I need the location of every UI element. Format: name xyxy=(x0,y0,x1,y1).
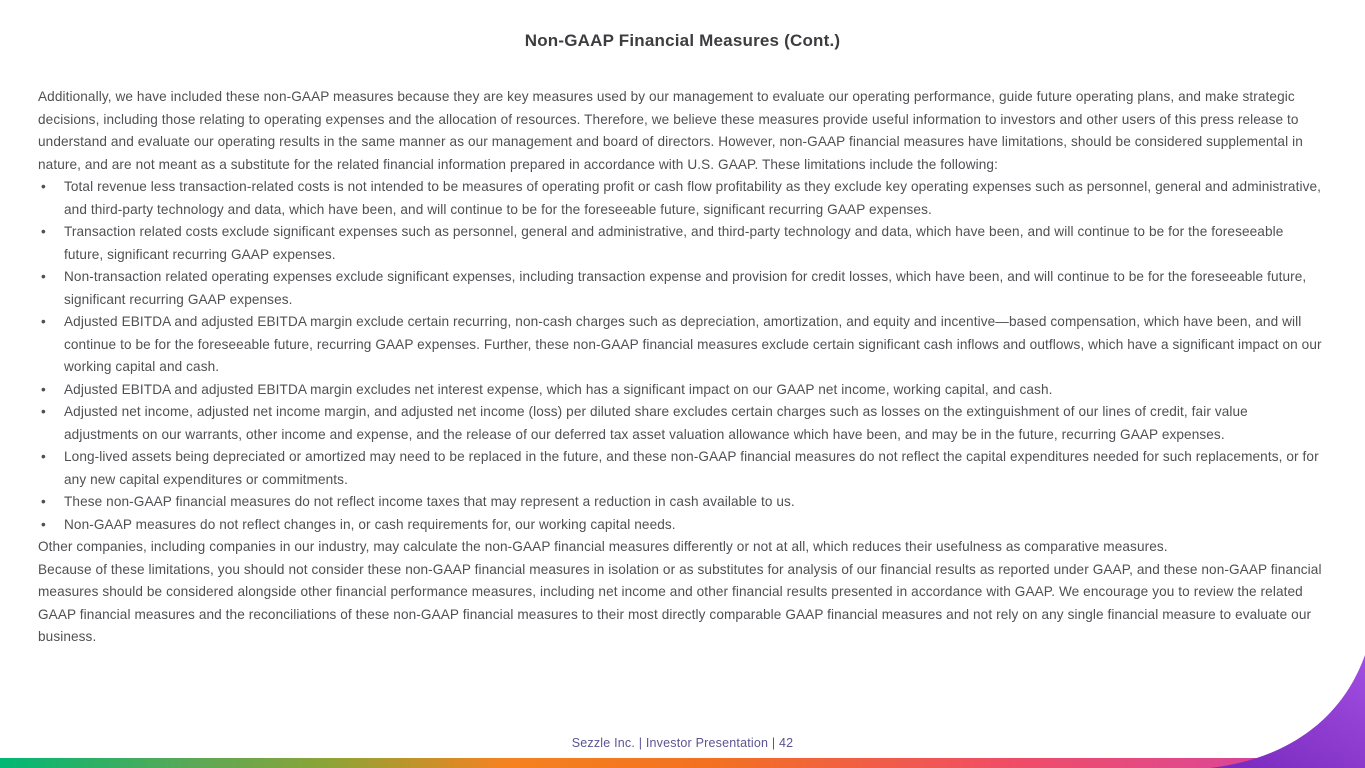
list-item: • Non-transaction related operating expenses exclude significant expenses, including transaction expense and provision for credit losses, which have been, and will continue to be for the foreseeable future, significant recurring GAAP expenses. xyxy=(38,266,1325,311)
list-item: • Adjusted EBITDA and adjusted EBITDA margin excludes net interest expense, which has a significant impact on our GAAP net income, working capital, and cash. xyxy=(38,379,1325,402)
slide-title: Non-GAAP Financial Measures (Cont.) xyxy=(524,31,841,50)
intro-paragraph: Additionally, we have included these non-GAAP measures because they are key measures used by our management to evaluate our operating performance, guide future operating plans, and make strategic decisions, including those relating to operating expenses and the allocation of resources. Therefore, we believe these measures provide useful information to investors and other users of this press release to understand and evaluate our operating results in the same manner as our management and board of directors. However, non-GAAP financial measures have limitations, should be considered supplemental in nature, and are not meant as a substitute for the related financial information prepared in accordance with U.S. GAAP. These limitations include the following: xyxy=(38,89,1303,172)
list-item: • Adjusted net income, adjusted net income margin, and adjusted net income (loss) per diluted share excludes certain charges such as losses on the extinguishment of our lines of credit, fair value adjustments on our warrants, other income and expense, and the release of our deferred tax asset valuation allowance which have been, and may be in the future, recurring GAAP expenses. xyxy=(38,401,1325,446)
bottom-gradient-bar xyxy=(0,758,1365,768)
list-item: • These non-GAAP financial measures do not reflect income taxes that may represent a reduction in cash available to us. xyxy=(38,491,1325,514)
list-item: • Adjusted EBITDA and adjusted EBITDA margin exclude certain recurring, non-cash charges such as depreciation, amortization, and equity and incentive—based compensation, which have been, and will continue to be for the foreseeable future, recurring GAAP expenses. Further, these non-GAAP financial measures exclude certain significant cash inflows and outflows, which have a significant impact on our working capital and cash. xyxy=(38,311,1325,379)
list-item: • Long-lived assets being depreciated or amortized may need to be replaced in the future, and these non-GAAP financial measures do not reflect the capital expenditures needed for such replacements, or for any new capital expenditures or commitments. xyxy=(38,446,1325,491)
footer-text: Sezzle Inc. | Investor Presentation | 42 xyxy=(571,736,794,750)
list-item: • Non-GAAP measures do not reflect changes in, or cash requirements for, our working capital needs. xyxy=(38,514,1325,537)
closing-paragraph-2: Because of these limitations, you should not consider these non-GAAP financial measures in isolation or as substitutes for analysis of our financial results as reported under GAAP, and these non-GAAP financial measures should be considered alongside other financial performance measures, including net income and other financial results presented in accordance with GAAP. We encourage you to review the related GAAP financial measures and the reconciliations of these non-GAAP financial measures to their most directly comparable GAAP financial measures and not rely on any single financial measure to evaluate our business. xyxy=(38,561,1322,644)
list-item: • Transaction related costs exclude significant expenses such as personnel, general and administrative, and third-party technology and data, which have been, and will continue to be for the foreseeable future, significant recurring GAAP expenses. xyxy=(38,221,1325,266)
swoosh-shape xyxy=(1210,655,1365,768)
limitations-list xyxy=(38,176,1325,536)
slide-body xyxy=(38,86,1325,649)
corner-swoosh-graphic xyxy=(1165,633,1365,768)
list-item: • Total revenue less transaction-related costs is not intended to be measures of operating profit or cash flow profitability as they exclude key operating expenses such as personnel, general and administrative, and third-party technology and data, which have been, and will continue to be for the foreseeable future, significant recurring GAAP expenses. xyxy=(38,176,1325,221)
closing-paragraph-1: Other companies, including companies in our industry, may calculate the non-GAAP financial measures differently or not at all, which reduces their usefulness as comparative measures. xyxy=(38,539,1168,554)
